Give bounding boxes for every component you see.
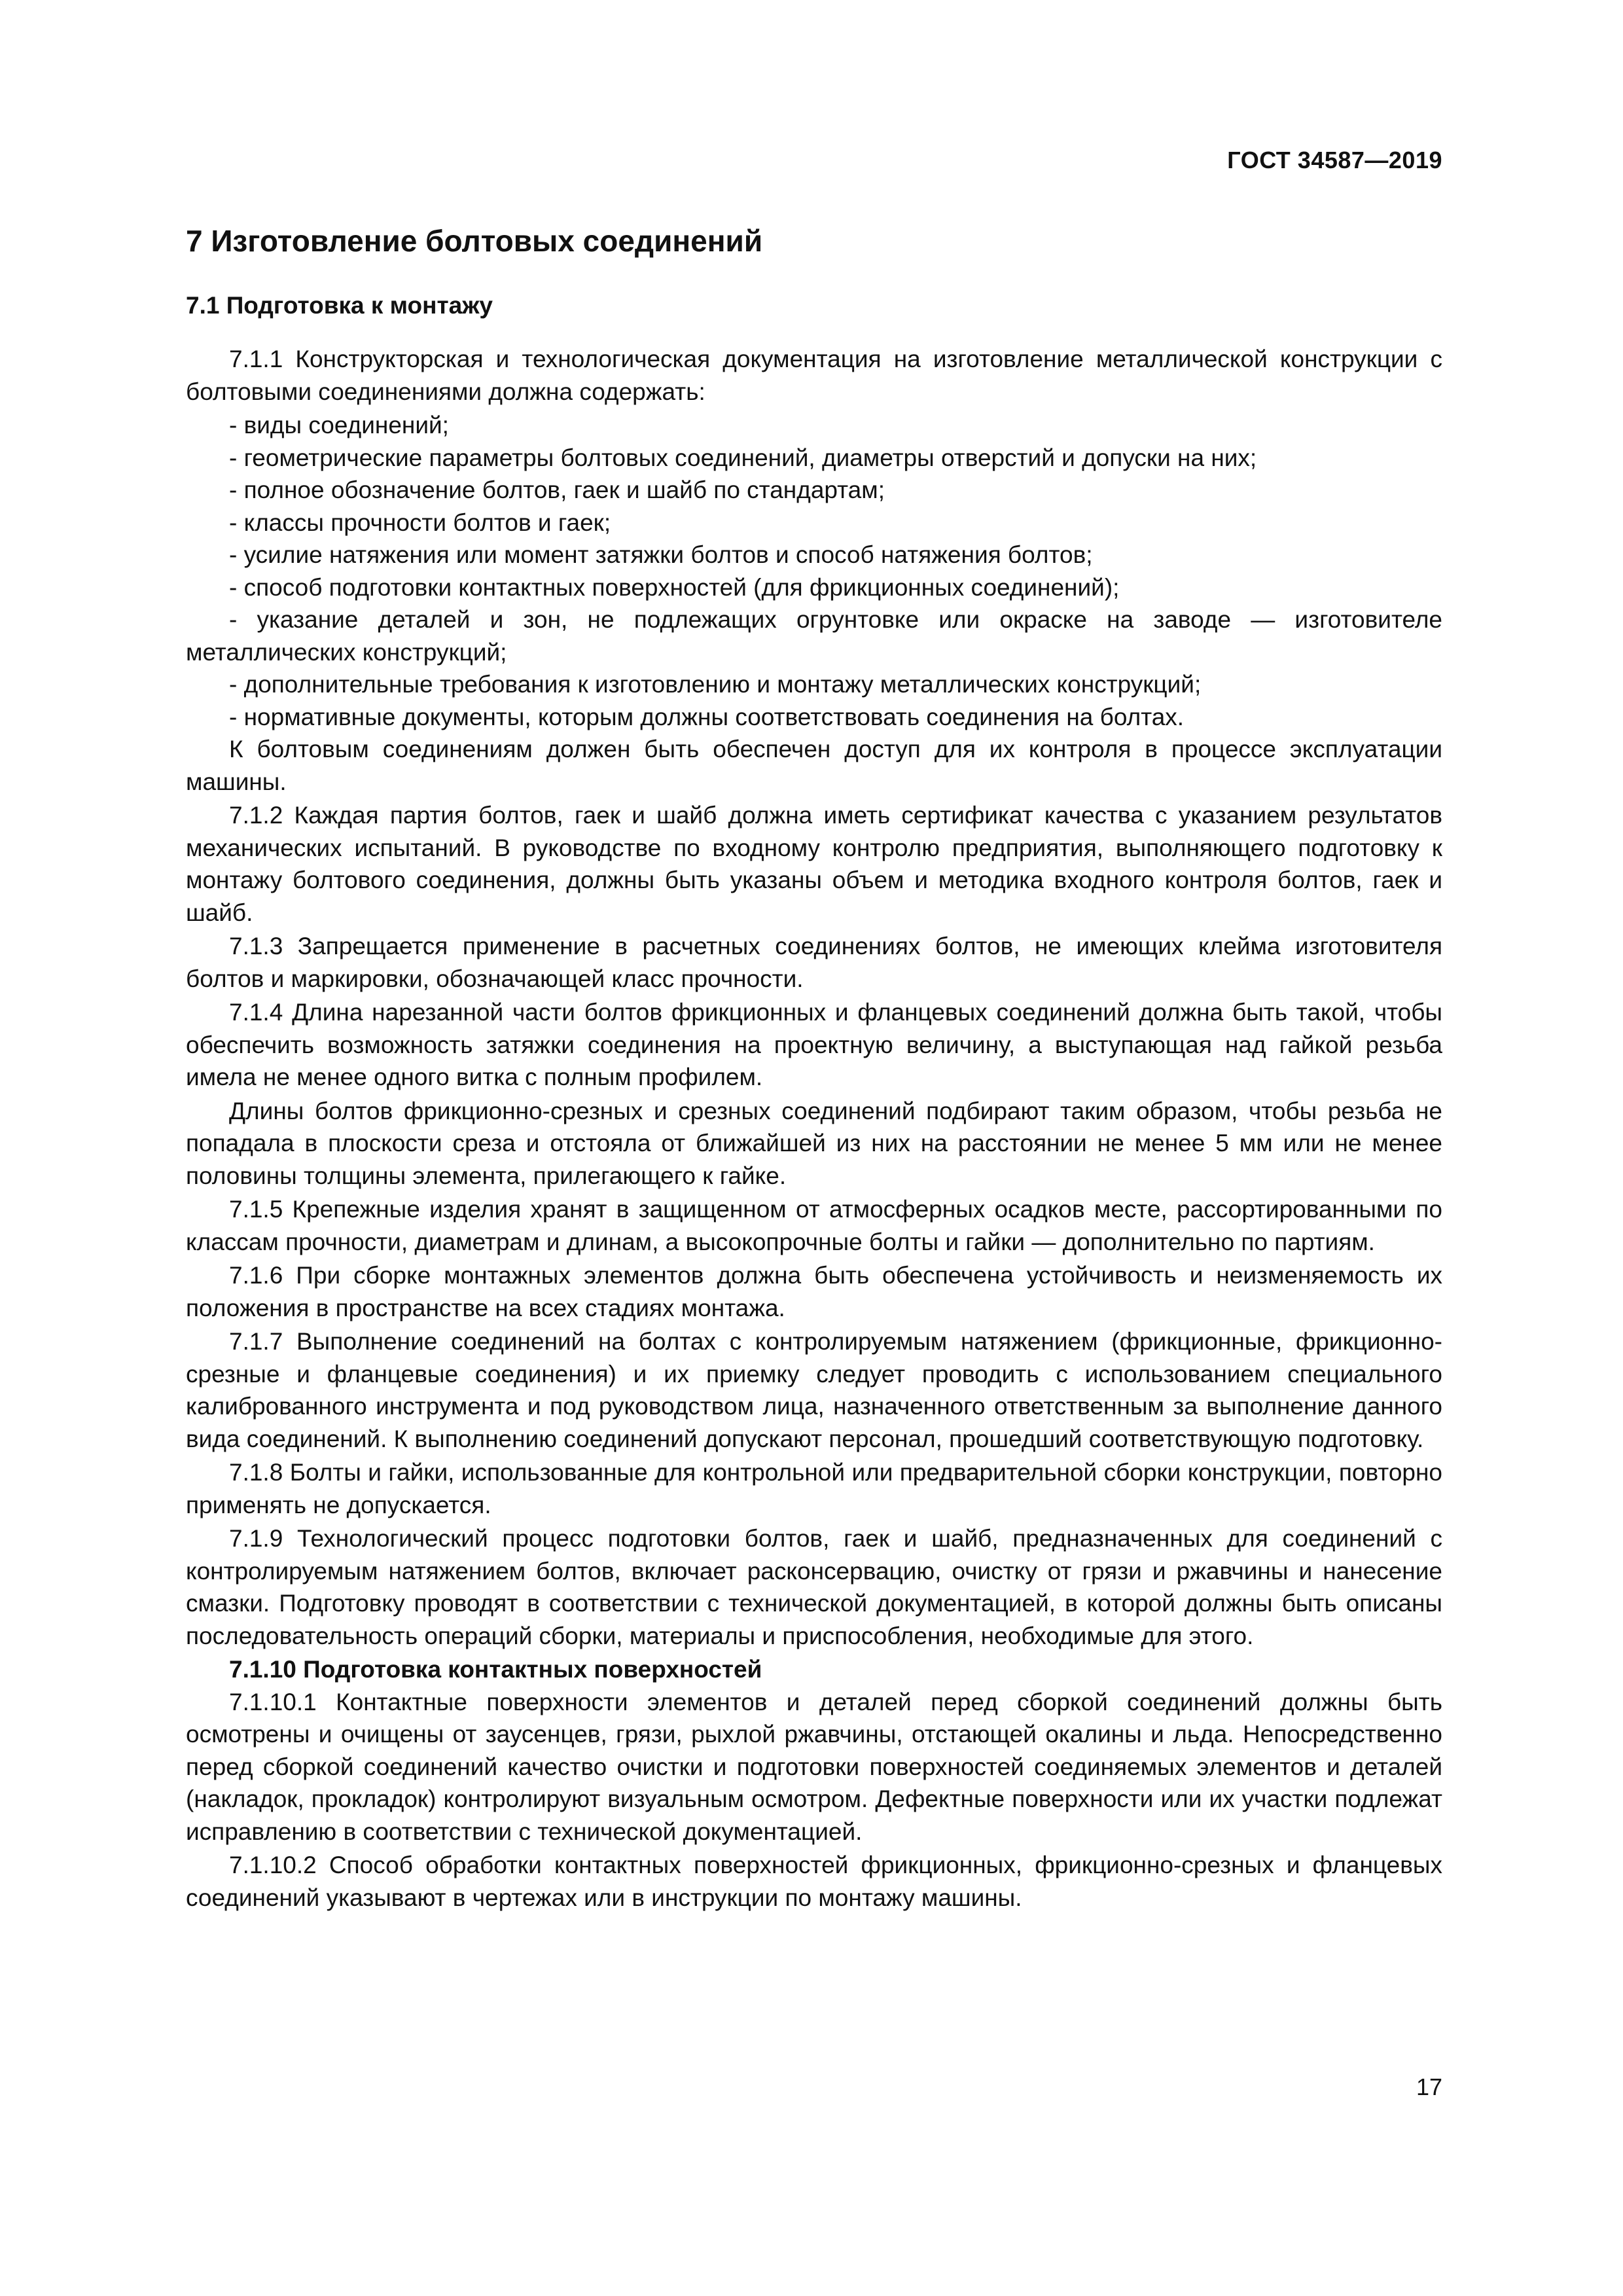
paragraph-7-1-10-1: 7.1.10.1 Контактные поверхности элементов и деталей перед сборкой соединений должны быть осмотрены и очищены от заусенцев, грязи, рыхлой ржавчины, отстающей окалины и льда. Непосредственно перед сборкой соединений качество очистки и подготовки поверхностей соединяемых элементов и деталей (накладок, прокладок) контролируют визуальным осмотром. Дефектные поверхности или их участки подлежат исправлению в соответствии с технической документацией.: [186, 1688, 1442, 1845]
page-content: [186, 221, 1442, 1915]
heading-7-1-10: 7.1.10 Подготовка контактных поверхностей: [229, 1656, 762, 1683]
paragraph-7-1-9: 7.1.9 Технологический процесс подготовки болтов, гаек и шайб, предназначенных для соединений с контролируемым натяжением болтов, включает расконсервацию, очистку от грязи и ржавчины и нанесение смазки. Подготовку проводят в соответствии с технической документацией, в которой должны быть описаны последовательность операций сборки, материалы и приспособления, необходимые для этого.: [186, 1525, 1442, 1649]
list-item: - классы прочности болтов и гаек;: [229, 509, 611, 536]
list-item: - способ подготовки контактных поверхностей (для фрикционных соединений);: [229, 573, 1120, 601]
list-item: - дополнительные требования к изготовлению и монтажу металлических конструкций;: [229, 671, 1202, 698]
subsection-title: 7.1 Подготовка к монтажу: [186, 292, 493, 319]
document-code: ГОСТ 34587—2019: [1227, 147, 1442, 173]
paragraph-7-1-5: 7.1.5 Крепежные изделия хранят в защищенном от атмосферных осадков месте, рассортированными по классам прочности, диаметрам и длинам, а высокопрочные болты и гайки — дополнительно по партиям.: [186, 1196, 1442, 1255]
list-item: - полное обозначение болтов, гаек и шайб по стандартам;: [229, 476, 885, 503]
paragraph-7-1-6: 7.1.6 При сборке монтажных элементов должна быть обеспечена устойчивость и неизменяемость их положения в пространстве на всех стадиях монтажа.: [186, 1262, 1442, 1321]
paragraph-7-1-2: 7.1.2 Каждая партия болтов, гаек и шайб должна иметь сертификат качества с указанием результатов механических испытаний. В руководстве по входному контролю предприятия, выполняющего подготовку к монтажу болтового соединения, должны быть указаны объем и методика входного контроля болтов, гаек и шайб.: [186, 802, 1442, 926]
paragraph-7-1-1-outro: К болтовым соединениям должен быть обеспечен доступ для их контроля в процессе эксплуатации машины.: [186, 736, 1442, 795]
section-title: 7 Изготовление болтовых соединений: [186, 224, 763, 258]
paragraph-7-1-8: 7.1.8 Болты и гайки, использованные для контрольной или предварительной сборки конструкции, повторно применять не допускается.: [186, 1459, 1442, 1518]
paragraph-7-1-10-2: 7.1.10.2 Способ обработки контактных поверхностей фрикционных, фрикционно-срезных и фланцевых соединений указывают в чертежах или в инструкции по монтажу машины.: [186, 1852, 1442, 1911]
list-item: - виды соединений;: [229, 412, 449, 439]
list-item: - усилие натяжения или момент затяжки болтов и способ натяжения болтов;: [229, 541, 1093, 568]
paragraph-7-1-1: 7.1.1 Конструкторская и технологическая документация на изготовление металлической конструкции с болтовыми соединениями должна содержать:: [186, 346, 1442, 405]
list-item: - нормативные документы, которым должны соответствовать соединения на болтах.: [229, 703, 1185, 730]
paragraph-7-1-4-b: Длины болтов фрикционно-срезных и срезных соединений подбирают таким образом, чтобы резьба не попадала в плоскости среза и отстояла от ближайшей из них на расстоянии не менее 5 мм или не менее половины толщины элемента, прилегающего к гайке.: [186, 1097, 1442, 1189]
list-item: - геометрические параметры болтовых соединений, диаметры отверстий и допуски на них;: [229, 444, 1257, 471]
paragraph-7-1-7: 7.1.7 Выполнение соединений на болтах с контролируемым натяжением (фрикционные, фрикционно-срезные и фланцевые соединения) и их приемку следует проводить с использованием специального калиброванного инструмента и под руководством лица, назначенного ответственным за выполнение данного вида соединений. К выполнению соединений допускают персонал, прошедший соответствующую подготовку.: [186, 1328, 1442, 1452]
paragraph-7-1-3: 7.1.3 Запрещается применение в расчетных соединениях болтов, не имеющих клейма изготовителя болтов и маркировки, обозначающей класс прочности.: [186, 933, 1442, 992]
list-item: - указание деталей и зон, не подлежащих огрунтовке или окраске на заводе — изготовителе металлических конструкций;: [186, 606, 1442, 666]
page-number: 17: [1416, 2073, 1442, 2100]
paragraph-7-1-4: 7.1.4 Длина нарезанной части болтов фрикционных и фланцевых соединений должна быть такой, чтобы обеспечить возможность затяжки соединения на проектную величину, а выступающая над гайкой резьба имела не менее одного витка с полным профилем.: [186, 999, 1442, 1090]
